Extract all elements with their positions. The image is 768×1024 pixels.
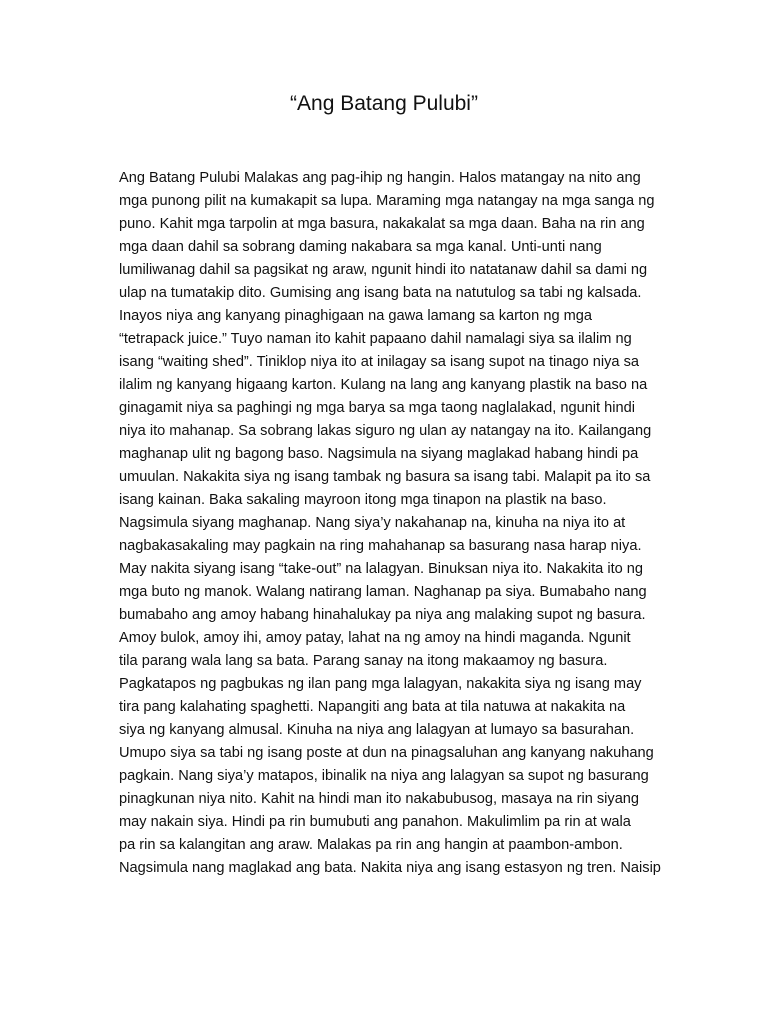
body-line: Pagkatapos ng pagbukas ng ilan pang mga lalagyan, nakakita siya ng isang may: [119, 676, 642, 692]
body-line: nagbakasakaling may pagkain na ring mahahanap sa basurang nasa harap niya.: [119, 538, 642, 554]
body-line: ginagamit niya sa paghingi ng mga barya sa mga taong naglalakad, ngunit hindi: [119, 400, 635, 416]
body-line: ilalim ng kanyang higaang karton. Kulang na lang ang kanyang plastik na baso na: [119, 377, 648, 393]
body-line: isang kainan. Baka sakaling mayroon itong mga tinapon na plastik na baso.: [119, 492, 607, 508]
body-line: mga buto ng manok. Walang natirang laman. Naghanap pa siya. Bumabaho nang: [119, 584, 647, 600]
body-line: Inayos niya ang kanyang pinaghigaan na gawa lamang sa karton ng mga: [119, 308, 593, 324]
body-line: pinagkunan niya nito. Kahit na hindi man ito nakabubusog, masaya na rin siyang: [119, 791, 640, 807]
body-line: pa rin sa kalangitan ang araw. Malakas pa rin ang hangin at paambon-ambon.: [119, 837, 623, 853]
body-line: ulap na tumatakip dito. Gumising ang isang bata na natutulog sa tabi ng kalsada.: [119, 285, 642, 301]
document-title: “Ang Batang Pulubi”: [290, 92, 478, 115]
body-line: Nagsimula nang maglakad ang bata. Nakita niya ang isang estasyon ng tren. Naisip: [119, 860, 661, 876]
body-line: mga daan dahil sa sobrang daming nakabara sa mga kanal. Unti-unti nang: [119, 239, 602, 255]
body-line: Nagsimula siyang maghanap. Nang siya’y nakahanap na, kinuha na niya ito at: [119, 515, 626, 531]
body-line: tira pang kalahating spaghetti. Napangiti ang bata at tila natuwa at nakakita na: [119, 699, 626, 715]
body-line: lumiliwanag dahil sa pagsikat ng araw, ngunit hindi ito natatanaw dahil sa dami ng: [119, 262, 648, 278]
document-body: [119, 167, 664, 880]
body-line: bumabaho ang amoy habang hinahalukay pa niya ang malaking supot ng basura.: [119, 607, 646, 623]
body-line: “tetrapack juice.” Tuyo naman ito kahit papaano dahil namalagi siya sa ilalim ng: [119, 331, 632, 347]
body-line: maghanap ulit ng bagong baso. Nagsimula na siyang maglakad habang hindi pa: [119, 446, 639, 462]
body-line: Umupo siya sa tabi ng isang poste at dun na pinagsaluhan ang kanyang nakuhang: [119, 745, 654, 761]
body-line: tila parang wala lang sa bata. Parang sanay na itong makaamoy ng basura.: [119, 653, 608, 669]
body-line: mga punong pilit na kumakapit sa lupa. Maraming mga natangay na mga sanga ng: [119, 193, 655, 209]
body-line: puno. Kahit mga tarpolin at mga basura, nakakalat sa mga daan. Baha na rin ang: [119, 216, 645, 232]
body-line: niya ito mahanap. Sa sobrang lakas siguro ng ulan ay natangay na ito. Kailangang: [119, 423, 652, 439]
body-line: isang “waiting shed”. Tiniklop niya ito at inilagay sa isang supot na tinago niya sa: [119, 354, 640, 370]
body-line: Ang Batang Pulubi Malakas ang pag-ihip ng hangin. Halos matangay na nito ang: [119, 170, 641, 186]
body-line: Amoy bulok, amoy ihi, amoy patay, lahat na ng amoy na hindi maganda. Ngunit: [119, 630, 631, 646]
body-line: umuulan. Nakakita siya ng isang tambak ng basura sa isang tabi. Malapit pa ito sa: [119, 469, 651, 485]
body-line: pagkain. Nang siya’y matapos, ibinalik na niya ang lalagyan sa supot ng basurang: [119, 768, 649, 784]
body-line: may nakain siya. Hindi pa rin bumubuti ang panahon. Makulimlim pa rin at wala: [119, 814, 631, 830]
body-line: May nakita siyang isang “take-out” na lalagyan. Binuksan niya ito. Nakakita ito ng: [119, 561, 644, 577]
body-line: siya ng kanyang almusal. Kinuha na niya ang lalagyan at lumayo sa basurahan.: [119, 722, 635, 738]
